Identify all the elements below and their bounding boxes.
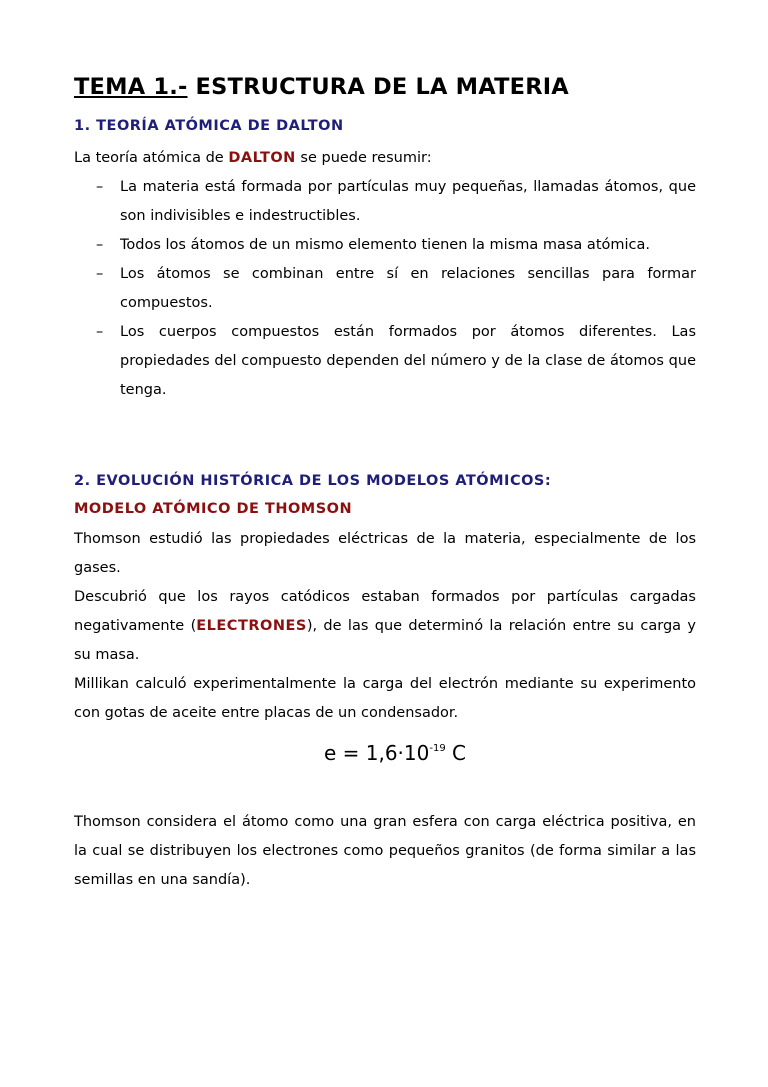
dash-icon: – (96, 324, 104, 340)
list-item-text: Los átomos se combinan entre sí en relaciones sencillas para formar compuestos. (120, 266, 696, 311)
section1-heading: 1. TEORÍA ATÓMICA DE DALTON (74, 118, 344, 134)
list-item (74, 231, 696, 260)
title-text: ESTRUCTURA DE LA MATERIA (195, 74, 569, 100)
list-item (74, 260, 696, 318)
formula-unit: C (445, 741, 467, 765)
millikan-paragraph: Millikan calculó experimentalmente la carga del electrón mediante su experimento con gotas de aceite entre placas de un condensador. (74, 676, 696, 721)
dash-icon: – (96, 179, 104, 195)
list-item-text: Los cuerpos compuestos están formados por átomos diferentes. Las propiedades del compuesto dependen del número y de la clase de átomos que tenga. (120, 324, 696, 398)
para2-before: Descubrió que los rayos catódicos estaban formados por partículas cargadas negativamente ( (74, 589, 696, 634)
dash-icon: – (96, 266, 104, 282)
spacer (74, 405, 696, 471)
list-item (74, 173, 696, 231)
document-page (74, 72, 696, 895)
section2-heading: 2. EVOLUCIÓN HISTÓRICA DE LOS MODELOS ATÓMICOS: (74, 473, 552, 489)
formula-exponent: -19 (429, 743, 446, 754)
intro-after: se puede resumir: (300, 150, 432, 166)
thomson-paragraph-2 (74, 583, 696, 670)
para2-after: ), de las que determinó la relación entre su carga y su masa. (74, 618, 696, 663)
thomson-subheading: MODELO ATÓMICO DE THOMSON (74, 501, 353, 517)
formula-base: e = 1,6·10 (323, 741, 430, 765)
list-item-text: La materia está formada por partículas muy pequeñas, llamadas átomos, que son indivisibles e indestructibles. (120, 179, 696, 224)
dalton-bullet-list (74, 173, 696, 405)
section1-intro (74, 144, 696, 173)
list-item (74, 318, 696, 405)
thomson-paragraph-1: Thomson estudió las propiedades eléctricas de la materia, especialmente de los gases. (74, 531, 696, 576)
dash-icon: – (96, 237, 104, 253)
title-number: TEMA 1.- (74, 74, 188, 100)
electron-charge-formula (74, 734, 696, 768)
electrones-emphasis: ELECTRONES (196, 618, 307, 634)
intro-emphasis: DALTON (228, 150, 296, 166)
spacer (74, 768, 696, 808)
list-item-text: Todos los átomos de un mismo elemento tienen la misma masa atómica. (120, 237, 650, 253)
page-title (74, 72, 696, 102)
intro-before: La teoría atómica de (74, 150, 224, 166)
thomson-model-paragraph: Thomson considera el átomo como una gran esfera con carga eléctrica positiva, en la cual se distribuyen los electrones como pequeños granitos (de forma similar a las semillas en una sandía). (74, 814, 696, 888)
